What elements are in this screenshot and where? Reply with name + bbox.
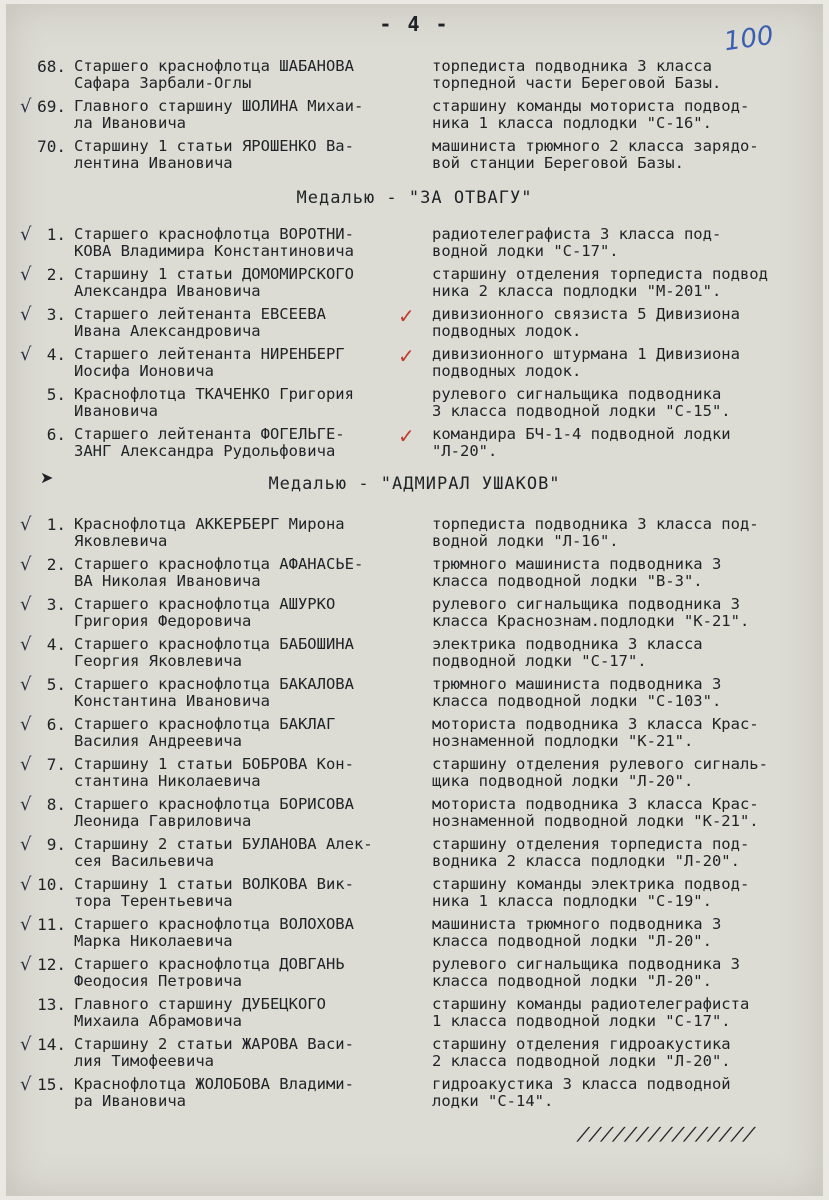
- list-item: [6, 1036, 823, 1072]
- checkmark-icon: √: [20, 554, 32, 575]
- recipient-name: Старшего краснофлотца ШАБАНОВА Сафара Зарбали-Оглы: [74, 58, 354, 92]
- checkmark-icon: √: [20, 1074, 32, 1095]
- recipient-name: Старшего краснофлотца АШУРКО Григория Федоровича: [74, 596, 336, 630]
- recipient-position: старшину отделения рулевого сигналь- щика подводной лодки "Л-20".: [432, 756, 768, 790]
- entry-number: 14.: [37, 1035, 66, 1054]
- list-item: [6, 306, 823, 342]
- entry-number: 3.: [46, 595, 66, 614]
- checkmark-icon: √: [20, 754, 32, 775]
- red-checkmark-icon: ✓: [398, 304, 415, 328]
- red-checkmark-icon: ✓: [398, 344, 415, 368]
- entry-number: 6.: [46, 425, 66, 444]
- list-item: [6, 796, 823, 832]
- entry-number: 5.: [46, 385, 66, 404]
- recipient-name: Старшего краснофлотца БАКЛАГ Василия Андреевича: [74, 716, 336, 750]
- entry-number: 1.: [46, 515, 66, 534]
- recipient-position: электрика подводника 3 класса подводной лодки "С-17".: [432, 636, 703, 670]
- recipient-name: Старшего лейтенанта НИРЕНБЕРГ Иосифа Ионовича: [74, 346, 345, 380]
- recipient-name: Старшего краснофлотца БАКАЛОВА Константина Ивановича: [74, 676, 354, 710]
- recipient-position: трюмного машиниста подводника 3 класса подводной лодки "С-103".: [432, 676, 722, 710]
- entry-number: 3.: [46, 305, 66, 324]
- recipient-position: трюмного машиниста подводника 3 класса подводной лодки "В-3".: [432, 556, 722, 590]
- list-item: [6, 346, 823, 382]
- list-item: [6, 226, 823, 262]
- entry-number: 2.: [46, 265, 66, 284]
- list-item: [6, 426, 823, 462]
- checkmark-icon: √: [20, 674, 32, 695]
- entry-number: 6.: [46, 715, 66, 734]
- checkmark-icon: √: [20, 96, 32, 117]
- list-item: [6, 916, 823, 952]
- list-item: [6, 756, 823, 792]
- list-item: [6, 956, 823, 992]
- recipient-position: радиотелеграфиста 3 класса под- водной лодки "С-17".: [432, 226, 722, 260]
- recipient-name: Главного старшину ШОЛИНА Михаи- ла Ивановича: [74, 98, 364, 132]
- checkmark-icon: √: [20, 834, 32, 855]
- recipient-name: Старшину 1 статьи ДОМОМИРСКОГО Александра Ивановича: [74, 266, 354, 300]
- entry-number: 11.: [37, 915, 66, 934]
- checkmark-icon: √: [20, 954, 32, 975]
- checkmark-icon: √: [20, 634, 32, 655]
- checkmark-icon: √: [20, 794, 32, 815]
- list-item: [6, 58, 823, 94]
- entry-number: 70.: [37, 137, 66, 156]
- arrow-mark-icon: ➤: [40, 468, 54, 487]
- entry-number: 4.: [46, 345, 66, 364]
- recipient-position: старшину отделения торпедиста подвод ника 2 класса подлодки "М-201".: [432, 266, 768, 300]
- recipient-position: торпедиста подводника 3 класса торпедной части Береговой Базы.: [432, 58, 722, 92]
- list-item: [6, 876, 823, 912]
- entry-number: 1.: [46, 225, 66, 244]
- checkmark-icon: √: [20, 714, 32, 735]
- recipient-position: машиниста трюмного подводника 3 класса подводной лодки "Л-20".: [432, 916, 722, 950]
- entry-number: 2.: [46, 555, 66, 574]
- recipient-position: моториста подводника 3 класса Крас- нознаменной подлодки "К-21".: [432, 716, 759, 750]
- recipient-position: старшину отделения гидроакустика 2 класса подводной лодки "Л-20".: [432, 1036, 731, 1070]
- list-item: [6, 1076, 823, 1112]
- recipient-name: Старшину 2 статьи ЖАРОВА Васи- лия Тимофеевича: [74, 1036, 354, 1070]
- red-checkmark-icon: ✓: [398, 424, 415, 448]
- list-item: [6, 138, 823, 174]
- list-item: [6, 98, 823, 134]
- page-number: - 4 -: [379, 12, 450, 36]
- entry-number: 4.: [46, 635, 66, 654]
- list-item: [6, 386, 823, 422]
- recipient-name: Старшего краснофлотца ВОЛОХОВА Марка Николаевича: [74, 916, 354, 950]
- checkmark-icon: √: [20, 594, 32, 615]
- recipient-name: Старшину 1 статьи ВОЛКОВА Вик- тора Терентьевича: [74, 876, 354, 910]
- recipient-position: дивизионного штурмана 1 Дивизиона подводных лодок.: [432, 346, 740, 380]
- recipient-position: машиниста трюмного 2 класса зарядо- вой станции Береговой Базы.: [432, 138, 759, 172]
- entry-number: 15.: [37, 1075, 66, 1094]
- entry-number: 8.: [46, 795, 66, 814]
- recipient-name: Краснофлотца ТКАЧЕНКО Григория Ивановича: [74, 386, 354, 420]
- checkmark-icon: √: [20, 874, 32, 895]
- list-item: [6, 596, 823, 632]
- archive-page-mark: 100: [722, 20, 776, 58]
- recipient-position: торпедиста подводника 3 класса под- водной лодки "Л-16".: [432, 516, 759, 550]
- entry-number: 9.: [46, 835, 66, 854]
- list-item: [6, 836, 823, 872]
- entry-number: 5.: [46, 675, 66, 694]
- checkmark-icon: √: [20, 514, 32, 535]
- recipient-name: Старшину 1 статьи ЯРОШЕНКО Ва- лентина Ивановича: [74, 138, 354, 172]
- list-item: [6, 516, 823, 552]
- checkmark-icon: √: [20, 1034, 32, 1055]
- recipient-position: старшину отделения торпедиста под- водника 2 класса подлодки "Л-20".: [432, 836, 750, 870]
- recipient-position: моториста подводника 3 класса Крас- нознаменной подводной лодки "К-21".: [432, 796, 759, 830]
- recipient-name: Старшего лейтенанта ФОГЕЛЬГЕ- ЗАНГ Александра Рудольфовича: [74, 426, 345, 460]
- recipient-name: Старшего краснофлотца БАБОШИНА Георгия Яковлевича: [74, 636, 354, 670]
- recipient-position: гидроакустика 3 класса подводной лодки "С-14".: [432, 1076, 731, 1110]
- list-item: [6, 556, 823, 592]
- entry-number: 13.: [37, 995, 66, 1014]
- recipient-position: рулевого сигнальщика подводника 3 класса подводной лодки "С-15".: [432, 386, 731, 420]
- recipient-position: дивизионного связиста 5 Дивизиона подводных лодок.: [432, 306, 740, 340]
- recipient-name: Старшего краснофлотца ВОРОТНИ- КОВА Владимира Константиновича: [74, 226, 354, 260]
- checkmark-icon: √: [20, 344, 32, 365]
- recipient-position: рулевого сигнальщика подводника 3 класса подводной лодки "Л-20".: [432, 956, 740, 990]
- checkmark-icon: √: [20, 224, 32, 245]
- entry-number: 12.: [37, 955, 66, 974]
- heading-admiral-ushakov: Медалью - "АДМИРАЛ УШАКОВ": [268, 474, 561, 494]
- recipient-name: Старшину 1 статьи БОБРОВА Кон- стантина Николаевича: [74, 756, 354, 790]
- recipient-name: Старшину 2 статьи БУЛАНОВА Алек- сея Васильевича: [74, 836, 373, 870]
- checkmark-icon: √: [20, 264, 32, 285]
- entry-number: 69.: [37, 97, 66, 116]
- entry-number: 10.: [37, 875, 66, 894]
- recipient-position: старшину команды радиотелеграфиста 1 класса подводной лодки "С-17".: [432, 996, 750, 1030]
- recipient-position: командира БЧ-1-4 подводной лодки "Л-20".: [432, 426, 731, 460]
- recipient-name: Краснофлотца АККЕРБЕРГ Мирона Яковлевича: [74, 516, 345, 550]
- list-item: [6, 676, 823, 712]
- document-sheet: [6, 4, 823, 1196]
- entry-number: 68.: [37, 57, 66, 76]
- recipient-position: старшину команды электрика подвод- ника 1 класса подлодки "С-19".: [432, 876, 750, 910]
- recipient-position: старшину команды моториста подвод- ника 1 класса подлодки "С-16".: [432, 98, 750, 132]
- checkmark-icon: √: [20, 914, 32, 935]
- checkmark-icon: √: [20, 304, 32, 325]
- list-item: [6, 636, 823, 672]
- recipient-position: рулевого сигнальщика подводника 3 класса Краснознам.подлодки "К-21".: [432, 596, 750, 630]
- footer-marks: ///////////////: [574, 1124, 760, 1145]
- list-item: [6, 996, 823, 1032]
- list-item: [6, 266, 823, 302]
- recipient-name: Краснофлотца ЖОЛОБОВА Владими- ра Ивановича: [74, 1076, 354, 1110]
- recipient-name: Старшего краснофлотца АФАНАСЬЕ- ВА Николая Ивановича: [74, 556, 364, 590]
- heading-za-otvagu: Медалью - "ЗА ОТВАГУ": [296, 188, 533, 208]
- recipient-name: Старшего лейтенанта ЕВСЕЕВА Ивана Александровича: [74, 306, 326, 340]
- recipient-name: Главного старшину ДУБЕЦКОГО Михаила Абрамовича: [74, 996, 326, 1030]
- recipient-name: Старшего краснофлотца ДОВГАНЬ Феодосия Петровича: [74, 956, 345, 990]
- recipient-name: Старшего краснофлотца БОРИСОВА Леонида Гавриловича: [74, 796, 354, 830]
- list-item: [6, 716, 823, 752]
- entry-number: 7.: [46, 755, 66, 774]
